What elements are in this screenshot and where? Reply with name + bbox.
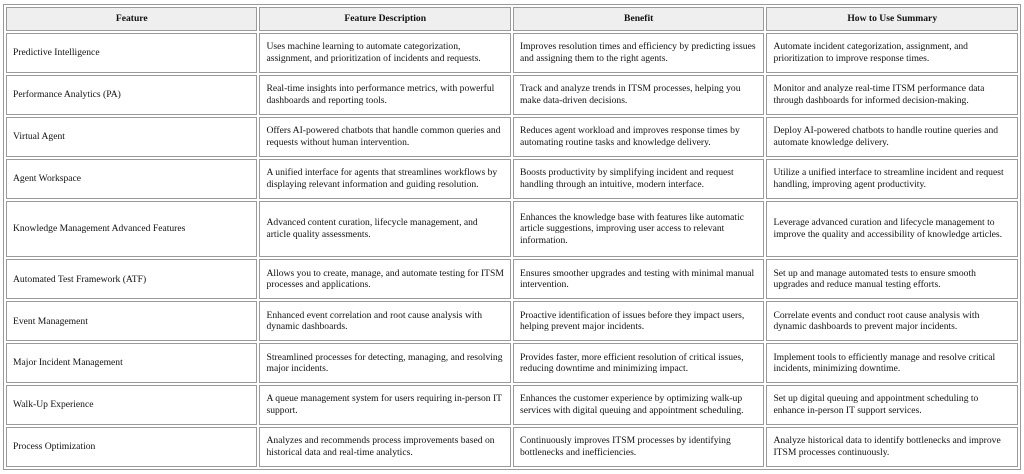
- benefit-cell: Proactive identification of issues before they impact users, helping prevent major incidents.: [513, 301, 764, 341]
- table-row: [6, 427, 1018, 467]
- table-row: [6, 75, 1018, 115]
- benefit-cell: Improves resolution times and efficiency by predicting issues and assigning them to the right agents.: [513, 33, 764, 73]
- how-to-use-cell: Monitor and analyze real-time ITSM performance data through dashboards for informed decision-making.: [766, 75, 1018, 115]
- table-row: [6, 343, 1018, 383]
- feature-cell: Walk-Up Experience: [6, 385, 257, 425]
- feature-cell: Process Optimization: [6, 427, 257, 467]
- benefit-cell: Reduces agent workload and improves response times by automating routine tasks and knowledge delivery.: [513, 117, 764, 157]
- how-to-use-cell: Leverage advanced curation and lifecycle management to improve the quality and accessibility of knowledge articles.: [766, 201, 1018, 258]
- header-description: Feature Description: [259, 7, 510, 31]
- how-to-use-cell: Correlate events and conduct root cause analysis with dynamic dashboards to prevent major incidents.: [766, 301, 1018, 341]
- table-body: [6, 33, 1018, 467]
- benefit-cell: Continuously improves ITSM processes by identifying bottlenecks and inefficiencies.: [513, 427, 764, 467]
- table-row: [6, 385, 1018, 425]
- how-to-use-cell: Implement tools to efficiently manage and resolve critical incidents, minimizing downtime.: [766, 343, 1018, 383]
- feature-cell: Major Incident Management: [6, 343, 257, 383]
- feature-cell: Performance Analytics (PA): [6, 75, 257, 115]
- feature-cell: Automated Test Framework (ATF): [6, 259, 257, 299]
- how-to-use-cell: Set up digital queuing and appointment scheduling to enhance in-person IT support services.: [766, 385, 1018, 425]
- feature-cell: Virtual Agent: [6, 117, 257, 157]
- feature-cell: Event Management: [6, 301, 257, 341]
- feature-cell: Knowledge Management Advanced Features: [6, 201, 257, 258]
- benefit-cell: Track and analyze trends in ITSM processes, helping you make data-driven decisions.: [513, 75, 764, 115]
- table-row: [6, 117, 1018, 157]
- table-row: [6, 259, 1018, 299]
- how-to-use-cell: Utilize a unified interface to streamline incident and request handling, improving agent productivity.: [766, 159, 1018, 199]
- feature-cell: Predictive Intelligence: [6, 33, 257, 73]
- table-row: [6, 33, 1018, 73]
- table-row: [6, 201, 1018, 258]
- description-cell: Offers AI-powered chatbots that handle common queries and requests without human intervention.: [259, 117, 510, 157]
- benefit-cell: Enhances the customer experience by optimizing walk-up services with digital queuing and appointment scheduling.: [513, 385, 764, 425]
- header-feature: Feature: [6, 7, 257, 31]
- description-cell: Uses machine learning to automate categorization, assignment, and prioritization of incidents and requests.: [259, 33, 510, 73]
- description-cell: Allows you to create, manage, and automate testing for ITSM processes and applications.: [259, 259, 510, 299]
- description-cell: A queue management system for users requiring in-person IT support.: [259, 385, 510, 425]
- feature-cell: Agent Workspace: [6, 159, 257, 199]
- benefit-cell: Boosts productivity by simplifying incident and request handling through an intuitive, modern interface.: [513, 159, 764, 199]
- description-cell: Streamlined processes for detecting, managing, and resolving major incidents.: [259, 343, 510, 383]
- table-row: [6, 159, 1018, 199]
- description-cell: A unified interface for agents that streamlines workflows by displaying relevant information and guiding resolution.: [259, 159, 510, 199]
- benefit-cell: Ensures smoother upgrades and testing with minimal manual intervention.: [513, 259, 764, 299]
- description-cell: Advanced content curation, lifecycle management, and article quality assessments.: [259, 201, 510, 258]
- how-to-use-cell: Set up and manage automated tests to ensure smooth upgrades and reduce manual testing efforts.: [766, 259, 1018, 299]
- how-to-use-cell: Deploy AI-powered chatbots to handle routine queries and automate knowledge delivery.: [766, 117, 1018, 157]
- description-cell: Enhanced event correlation and root cause analysis with dynamic dashboards.: [259, 301, 510, 341]
- feature-table: [3, 4, 1021, 470]
- table-row: [6, 301, 1018, 341]
- how-to-use-cell: Automate incident categorization, assignment, and prioritization to improve response times.: [766, 33, 1018, 73]
- benefit-cell: Provides faster, more efficient resolution of critical issues, reducing downtime and minimizing impact.: [513, 343, 764, 383]
- description-cell: Real-time insights into performance metrics, with powerful dashboards and reporting tools.: [259, 75, 510, 115]
- how-to-use-cell: Analyze historical data to identify bottlenecks and improve ITSM processes continuously.: [766, 427, 1018, 467]
- header-benefit: Benefit: [513, 7, 764, 31]
- header-how-to-use: How to Use Summary: [766, 7, 1018, 31]
- header-row: [6, 7, 1018, 31]
- benefit-cell: Enhances the knowledge base with features like automatic article suggestions, improving user access to relevant information.: [513, 201, 764, 258]
- description-cell: Analyzes and recommends process improvements based on historical data and real-time analytics.: [259, 427, 510, 467]
